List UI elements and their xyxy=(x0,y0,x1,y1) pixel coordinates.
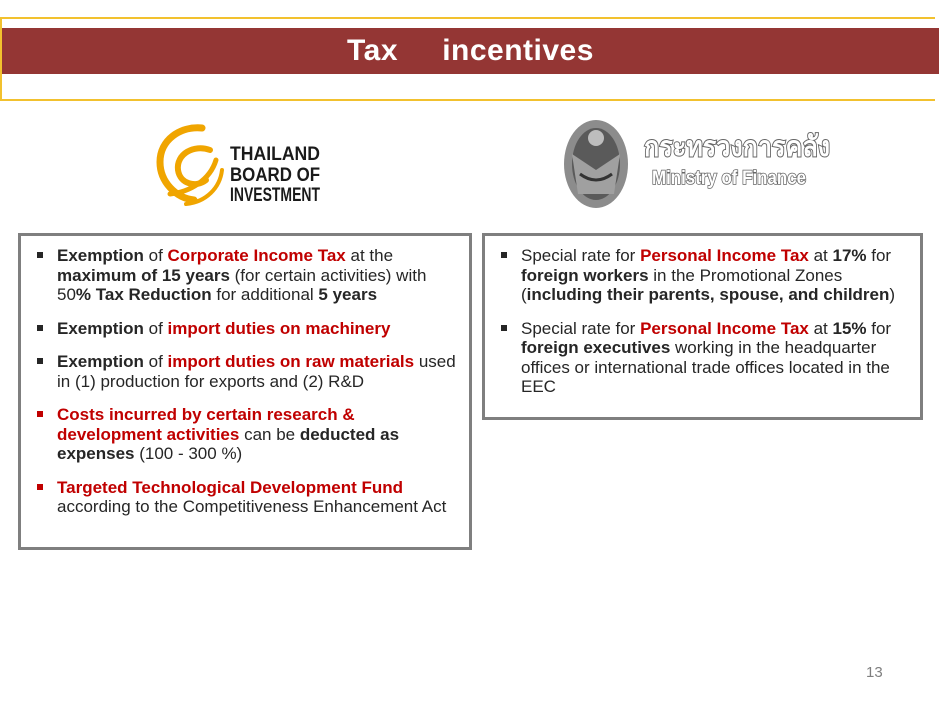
bullet-text-part: can be xyxy=(239,424,300,444)
bullet-text-part: of xyxy=(143,246,168,265)
bullet-text-part: Exemption xyxy=(57,318,144,338)
bullet-text-part: for additional xyxy=(211,285,319,304)
bullet-item xyxy=(35,246,457,305)
bullet-text-part: of xyxy=(143,318,168,338)
bullet-text-part: foreign executives xyxy=(521,338,671,357)
bullet-text-part: Corporate Income Tax xyxy=(167,246,346,265)
mof-logo xyxy=(560,114,840,214)
bullet-text-part: import duties on raw materials xyxy=(167,352,415,371)
mof-thai-name: กระทรวงการคลัง xyxy=(644,130,830,163)
boi-line1: THAILAND xyxy=(230,144,320,165)
bullet-text-part: according to the Competitiveness Enhancement Act xyxy=(57,497,447,516)
bullet-text-part: (100 - 300 %) xyxy=(134,444,243,463)
bullet-item xyxy=(35,352,457,391)
bullet-text-part: Exemption xyxy=(57,246,144,265)
bullet-item xyxy=(499,319,908,397)
bullet-text-part: including their parents, spouse, and children xyxy=(526,285,890,304)
garuda-emblem-icon xyxy=(564,120,628,208)
bullet-text-part: Personal Income Tax xyxy=(640,246,809,265)
bullet-icon xyxy=(501,325,507,331)
bullet-text-part: Special rate for xyxy=(521,246,641,265)
bullet-item xyxy=(35,478,457,517)
bullet-text-part: 15% xyxy=(832,318,867,338)
boi-emblem-icon xyxy=(160,128,222,204)
boi-incentives-box xyxy=(18,233,472,550)
bullet-text-part: maximum of 15 years xyxy=(57,265,230,285)
bullet-text-part: import duties on machinery xyxy=(167,318,391,338)
boi-line2: BOARD OF xyxy=(230,165,320,186)
bullet-text-part: of xyxy=(143,352,168,371)
bullet-text-part: for xyxy=(866,246,892,265)
mof-english-name: Ministry of Finance xyxy=(652,168,806,189)
bullet-item xyxy=(35,319,457,339)
bullet-text-part: at the xyxy=(345,246,394,265)
page-title: Tax incentives xyxy=(2,28,939,74)
bullet-item xyxy=(499,246,908,305)
bullet-text-part: Costs incurred by certain research & development activities xyxy=(57,405,355,444)
bullet-text-part: (for certain activities) with 50 xyxy=(57,265,427,304)
bullet-icon xyxy=(37,358,43,364)
bullet-text-part: 5 years xyxy=(318,285,378,304)
boi-line3: INVESTMENT xyxy=(230,185,321,206)
bullet-text-part: Personal Income Tax xyxy=(640,318,809,338)
bullet-icon xyxy=(37,325,43,331)
bullet-icon xyxy=(501,252,507,258)
bullet-text-part: foreign workers xyxy=(521,265,649,285)
page-number: 13 xyxy=(866,664,883,681)
bullet-text-part: Targeted Technological Development Fund xyxy=(57,477,404,497)
bullet-icon xyxy=(37,484,43,490)
mof-incentives-box xyxy=(482,233,923,420)
bullet-text-part: ) xyxy=(889,285,896,304)
bullet-text-part: at xyxy=(808,318,833,338)
boi-incentives-list xyxy=(35,246,457,517)
bullet-text-part: Special rate for xyxy=(521,318,641,338)
mof-incentives-list xyxy=(499,246,908,397)
boi-logo xyxy=(150,120,330,210)
bullet-text-part: 17% xyxy=(832,246,867,265)
bullet-text-part: used in (1) production for exports and (2) R&D xyxy=(57,352,456,391)
bullet-icon xyxy=(37,411,43,417)
bullet-item xyxy=(35,405,457,464)
bullet-text-part: % Tax Reduction xyxy=(75,285,212,304)
bullet-text-part: in the Promotional Zones ( xyxy=(521,265,843,304)
bullet-text-part: deducted as expenses xyxy=(57,424,400,463)
bullet-icon xyxy=(37,252,43,258)
bullet-text-part: Exemption xyxy=(57,352,144,371)
bullet-text-part: at xyxy=(808,246,833,265)
bullet-text-part: working in the headquarter offices or international trade offices located in the EEC xyxy=(521,338,890,396)
bullet-text-part: for xyxy=(866,318,892,338)
